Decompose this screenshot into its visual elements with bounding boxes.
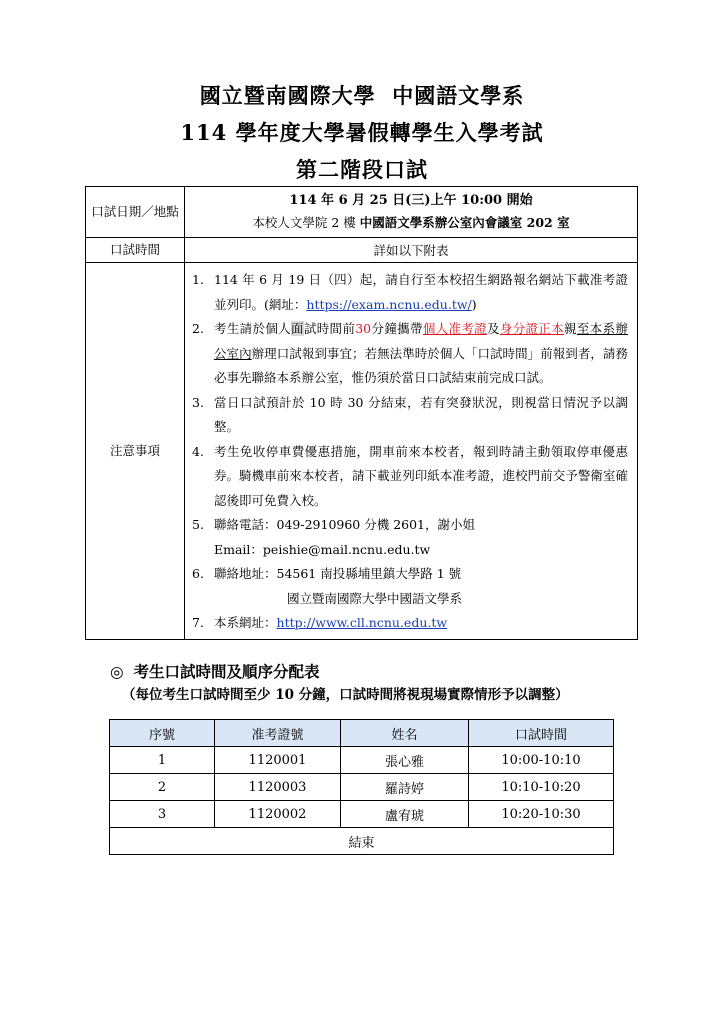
note-item <box>192 562 628 611</box>
note-number: 2. <box>192 321 204 336</box>
note2-highlight: 面 <box>291 321 304 336</box>
cell-ticket: 1120002 <box>215 801 341 828</box>
table-row <box>110 774 614 801</box>
location-building: 本校人文學院 2 樓 <box>252 215 360 230</box>
note-item <box>192 611 628 636</box>
date-location-label: 口試日期／地點 <box>86 187 185 238</box>
exam-time-label: 口試時間 <box>86 238 185 263</box>
note-item <box>192 268 628 317</box>
note2-text-a: 考生請於個人 <box>214 321 292 336</box>
cell-number: 3 <box>110 801 215 828</box>
cell-ticket: 1120001 <box>215 747 341 774</box>
note-number: 7. <box>192 615 204 630</box>
note-item <box>192 513 628 562</box>
contact-department: 國立暨南國際大學中國語文學系 <box>287 590 463 606</box>
location-room: 中國語文學系辦公室內會議室 202 室 <box>359 215 570 230</box>
cell-name: 盧宥琥 <box>341 801 469 828</box>
cell-ticket: 1120003 <box>215 774 341 801</box>
column-header-number: 序號 <box>110 720 215 747</box>
column-header-ticket: 准考證號 <box>215 720 341 747</box>
cell-name: 羅詩婷 <box>341 774 469 801</box>
note2-text-f: 辦理口試報到事宜；若無法準時於個人「口試時間」前報到者，請務必事先聯絡本系辦公室，惟仍須於當日口試結束前完成口試。 <box>214 345 628 385</box>
schedule-note: （每位考生口試時間至少 10 分鐘，口試時間將視現場實際情形予以調整） <box>122 687 569 703</box>
exam-location <box>186 212 636 234</box>
table-row <box>110 747 614 774</box>
exam-info-table <box>85 186 638 640</box>
note-item <box>192 440 628 514</box>
department-website-link[interactable]: http://www.cll.ncnu.edu.tw <box>276 615 448 630</box>
exam-time-value: 詳如以下附表 <box>185 238 638 263</box>
notes-list <box>186 264 636 638</box>
note-number: 3. <box>192 394 204 410</box>
table-row <box>110 801 614 828</box>
note2-text-c: 分鐘攜帶 <box>371 321 423 336</box>
note1-text: 114 年 6 月 19 日（四）起，請自行至本校招生網路報名網站下載准考證並列印。(網址： <box>214 272 628 312</box>
column-header-name: 姓名 <box>341 720 469 747</box>
contact-email: Email：peishie@mail.ncnu.edu.tw <box>214 541 431 557</box>
note-item <box>192 391 628 440</box>
schedule-end-row <box>110 828 614 855</box>
note2-id-card: 身分證正本 <box>499 321 565 336</box>
cell-number: 2 <box>110 774 215 801</box>
note-text <box>214 611 628 636</box>
note-text <box>214 562 628 611</box>
note-number: 4. <box>192 443 204 459</box>
note2-minutes: 30 <box>355 321 372 336</box>
cell-time: 10:10-10:20 <box>469 774 614 801</box>
note2-text-e: 親 <box>564 321 577 336</box>
schedule-table <box>109 719 614 855</box>
schedule-end: 結束 <box>110 828 614 855</box>
department-site-label: 本系網址： <box>214 615 277 630</box>
note-text <box>214 513 628 562</box>
notes-label: 注意事項 <box>86 263 185 640</box>
note-item <box>192 317 628 391</box>
cell-name: 張心雅 <box>341 747 469 774</box>
schedule-header-row <box>110 720 614 747</box>
contact-address: 聯絡地址：54561 南投縣埔里鎮大學路 1 號 <box>214 566 462 581</box>
note-number: 1. <box>192 272 204 287</box>
exam-time-row <box>86 238 638 263</box>
column-header-time: 口試時間 <box>469 720 614 747</box>
exam-website-link[interactable]: https://exam.ncnu.edu.tw/ <box>306 296 472 312</box>
document-title-line3: 第二階段口試 <box>296 157 428 182</box>
bullet-circle-icon: ◎ <box>110 663 124 681</box>
cell-time: 10:20-10:30 <box>469 801 614 828</box>
exam-date: 114 年 6 月 25 日(三)上午 10:00 開始 <box>289 193 533 208</box>
note2-office: 至本系辦公室內 <box>214 321 628 361</box>
notes-cell <box>185 263 638 640</box>
date-location-value <box>185 187 638 238</box>
note2-admission-ticket: 個人准考證 <box>422 321 488 336</box>
note-number: 5. <box>192 517 204 532</box>
cell-number: 1 <box>110 747 215 774</box>
schedule-heading <box>110 660 320 682</box>
document-title-line1: 國立暨南國際大學 中國語文學系 <box>199 83 525 108</box>
note-number: 6. <box>192 566 204 581</box>
note2-text-d: 及 <box>487 321 500 336</box>
document-title-line2: 114 學年度大學暑假轉學生入學考試 <box>180 120 544 145</box>
note-text <box>214 317 628 391</box>
note-text: 當日口試預計於 10 時 30 分結束，若有突發狀況，則視當日情況予以調整。 <box>214 394 628 434</box>
contact-phone: 聯絡電話：049-2910960 分機 2601，謝小姐 <box>214 517 476 532</box>
notes-row <box>86 263 638 640</box>
date-location-row <box>86 187 638 238</box>
schedule-heading-text: 考生口試時間及順序分配表 <box>133 662 320 681</box>
note-text: 考生免收停車費優惠措施，開車前來本校者，報到時請主動領取停車優惠券。騎機車前來本校者，請下載並列印紙本准考證，進校門前交予警衛室確認後即可免費入校。 <box>214 443 628 508</box>
note2-text-b: 試時間前 <box>303 321 356 336</box>
cell-time: 10:00-10:10 <box>469 747 614 774</box>
note1-close: ) <box>471 296 477 312</box>
note-text <box>214 268 628 317</box>
